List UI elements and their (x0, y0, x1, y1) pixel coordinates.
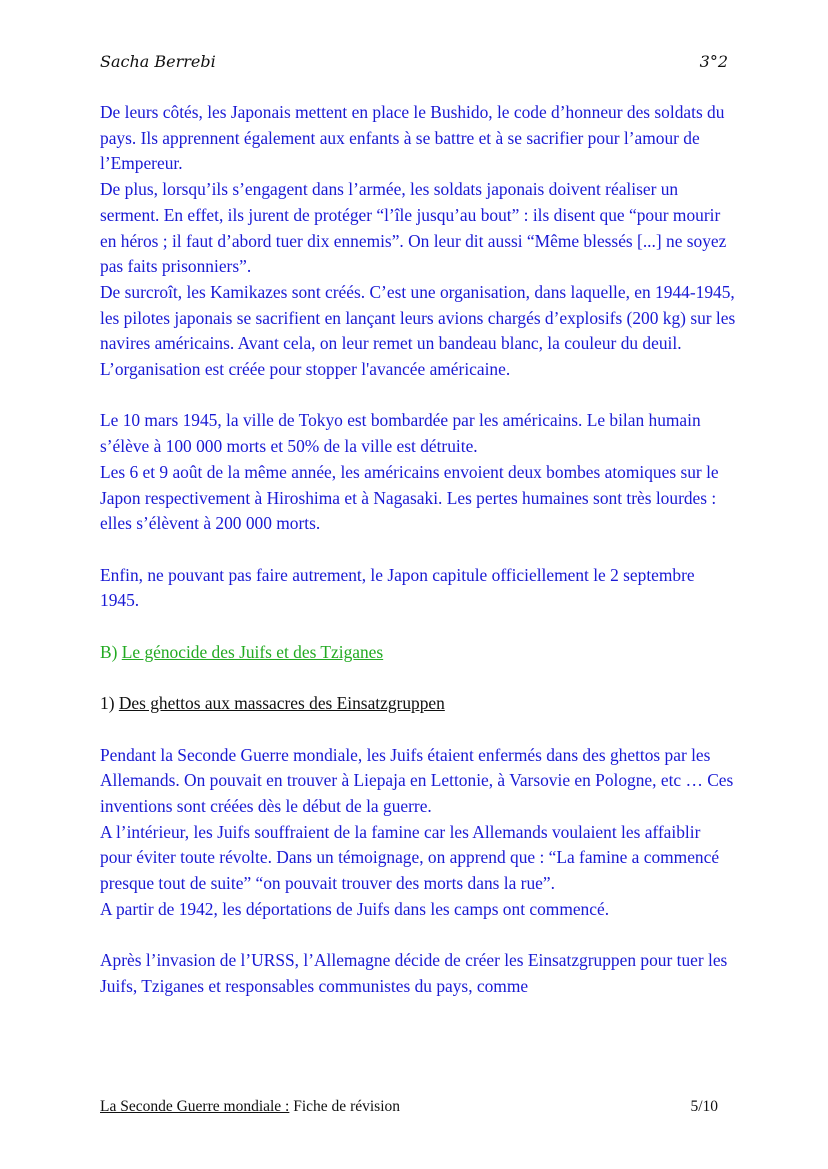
paragraph-einsatzgruppen: Après l’invasion de l’URSS, l’Allemagne décide de créer les Einsatzgruppen pour tuer les Juifs, Tziganes et responsables communistes du pays, comme (100, 950, 728, 996)
spacer (100, 383, 736, 409)
paragraph-serment: De plus, lorsqu’ils s’engagent dans l’armée, les soldats japonais doivent réaliser un serment. En effet, ils jurent de protéger “l’île jusqu’au bout” : ils disent que “pour mourir en héros ; il faut d’abord tuer dix ennemis”. On leur dit aussi “Même blessés [...] ne soyez pas faits prisonniers”. (100, 179, 727, 277)
document-body (100, 100, 736, 1000)
section-heading-b-prefix: B) (100, 641, 122, 662)
page-footer (100, 1098, 718, 1116)
class-label: 3°2 (699, 52, 728, 71)
paragraph-tokyo: Le 10 mars 1945, la ville de Tokyo est bombardée par les américains. Le bilan humain s’élève à 100 000 morts et 50% de la ville est détruite. (100, 410, 701, 457)
footer-title: La Seconde Guerre mondiale : (100, 1098, 290, 1115)
paragraph-bushido: De leurs côtés, les Japonais mettent en place le Bushido, le code d’honneur des soldats du pays. Ils apprennent également aux enfants à se battre et à se sacrifier pour l’amour de l’Empereur. (100, 102, 725, 174)
section-heading-b (100, 640, 736, 666)
spacer (100, 922, 736, 948)
paragraph-capitulation: Enfin, ne pouvant pas faire autrement, le Japon capitule officiellement le 2 septembre 1945. (100, 564, 695, 611)
page-header (100, 52, 728, 76)
subsection-heading-1 (100, 691, 736, 717)
section-heading-b-title: Le génocide des Juifs et des Tziganes (121, 641, 384, 662)
paragraph-famine: A l’intérieur, les Juifs souffraient de la famine car les Allemands voulaient les affaiblir pour éviter toute révolte. Dans un témoignage, on apprend que : “La famine a commencé presque tout de suite” “on pouvait trouver des morts dans la rue”. (100, 821, 720, 894)
footer-subtitle: Fiche de révision (289, 1098, 401, 1115)
spacer (100, 717, 736, 743)
paragraph-kamikazes: De surcroît, les Kamikazes sont créés. C’est une organisation, dans laquelle, en 1944-1945, les pilotes japonais se sacrifient en lançant leurs avions chargés d’explosifs (200 kg) sur les navires américains. Avant cela, on leur remet un bandeau blanc, la couleur du deuil. L’organisation est créée pour stopper l'avancée américaine. (100, 281, 736, 380)
paragraph-atomic-bombs: Les 6 et 9 août de la même année, les américains envoient deux bombes atomiques sur le Japon respectivement à Hiroshima et à Nagasaki. Les pertes humaines sont très lourdes : elles s’élèvent à 200 000 morts. (100, 461, 719, 534)
paragraph-ghettos: Pendant la Seconde Guerre mondiale, les Juifs étaient enfermés dans des ghettos par les Allemands. On pouvait en trouver à Liepaja en Lettonie, à Varsovie en Pologne, etc … Ces inventions sont créées dès le début de la guerre. (100, 744, 734, 816)
author-name: Sacha Berrebi (100, 52, 216, 71)
spacer (100, 537, 736, 563)
subsection-heading-1-prefix: 1) (100, 693, 119, 714)
paragraph-deportations: A partir de 1942, les déportations de Juifs dans les camps ont commencé. (100, 898, 610, 919)
spacer (100, 665, 736, 691)
spacer (100, 614, 736, 640)
subsection-heading-1-title: Des ghettos aux massacres des Einsatzgruppen (118, 693, 445, 714)
page-number: 5/10 (690, 1098, 718, 1115)
